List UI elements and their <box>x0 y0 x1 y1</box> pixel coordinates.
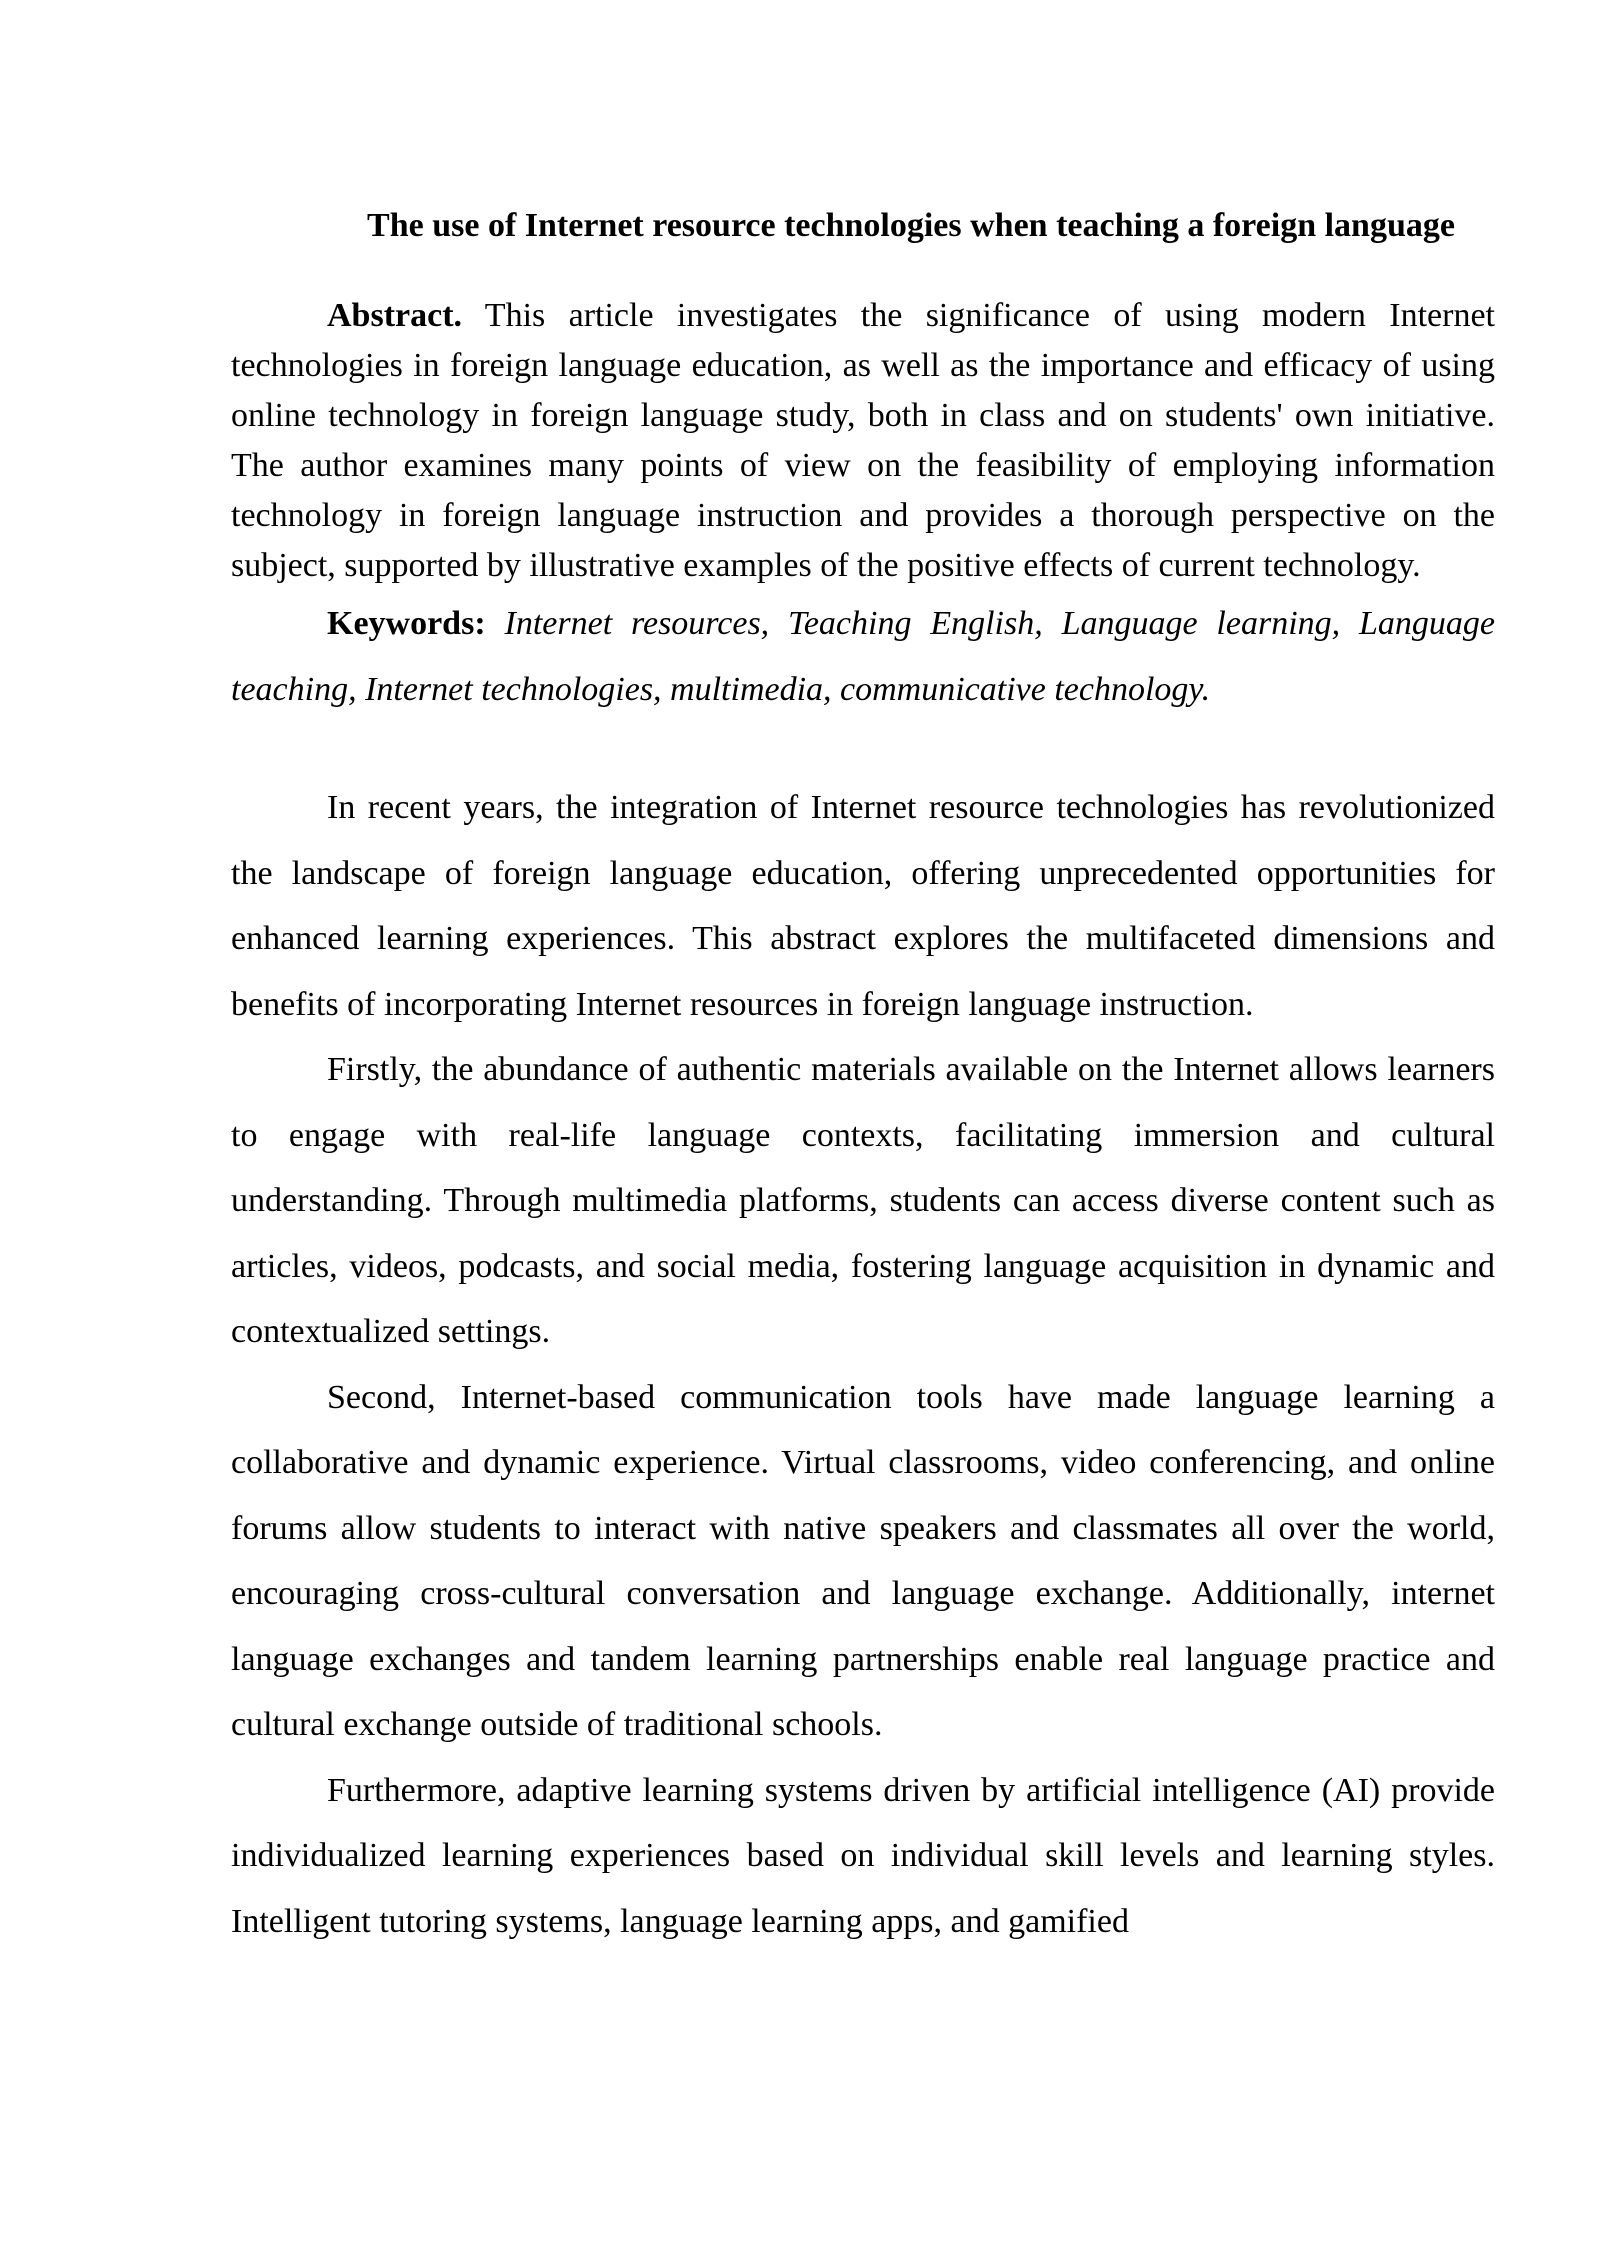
body-section <box>231 775 1495 1954</box>
abstract-text: This article investigates the significance of using modern Internet technologies in foreign language education, as well as the importance and efficacy of using online technology in foreign language study, both in class and on students' own initiative. The author examines many points of view on the feasibility of employing information technology in foreign language instruction and provides a thorough perspective on the subject, supported by illustrative examples of the positive effects of current technology. <box>231 297 1495 584</box>
body-paragraph-2: Firstly, the abundance of authentic materials available on the Internet allows learners to engage with real-life language contexts, facilitating immersion and cultural understanding. Through multimedia platforms, students can access diverse content such as articles, videos, podcasts, and social media, fostering language acquisition in dynamic and contextualized settings. <box>231 1051 1495 1350</box>
abstract-section <box>231 291 1495 591</box>
body-paragraph-4: Furthermore, adaptive learning systems driven by artificial intelligence (AI) provide individualized learning experiences based on individual skill levels and learning styles. Intelligent tutoring systems, language learning apps, and gamified <box>231 1771 1495 1940</box>
keywords-paragraph <box>231 591 1495 723</box>
abstract-label: Abstract. <box>327 297 463 334</box>
article-title: The use of Internet resource technologies when teaching a foreign language <box>367 207 1455 244</box>
document-page <box>231 200 1495 1954</box>
body-paragraph-3: Second, Internet-based communication tools have made language learning a collaborative and dynamic experience. Virtual classrooms, video conferencing, and online forums allow students to interact with native speakers and classmates all over the world, encouraging cross-cultural conversation and language exchange. Additionally, internet language exchanges and tandem learning partnerships enable real language practice and cultural exchange outside of traditional schools. <box>231 1378 1495 1743</box>
body-paragraph-1: In recent years, the integration of Internet resource technologies has revolutionized the landscape of foreign language education, offering unprecedented opportunities for enhanced learning experiences. This abstract explores the multifaceted dimensions and benefits of incorporating Internet resources in foreign language instruction. <box>231 789 1495 1023</box>
abstract-paragraph <box>231 291 1495 591</box>
keywords-text: Internet resources, Teaching English, Language learning, Language teaching, Internet technologies, multimedia, communicative technology. <box>231 605 1495 708</box>
keywords-label: Keywords: <box>327 605 486 642</box>
